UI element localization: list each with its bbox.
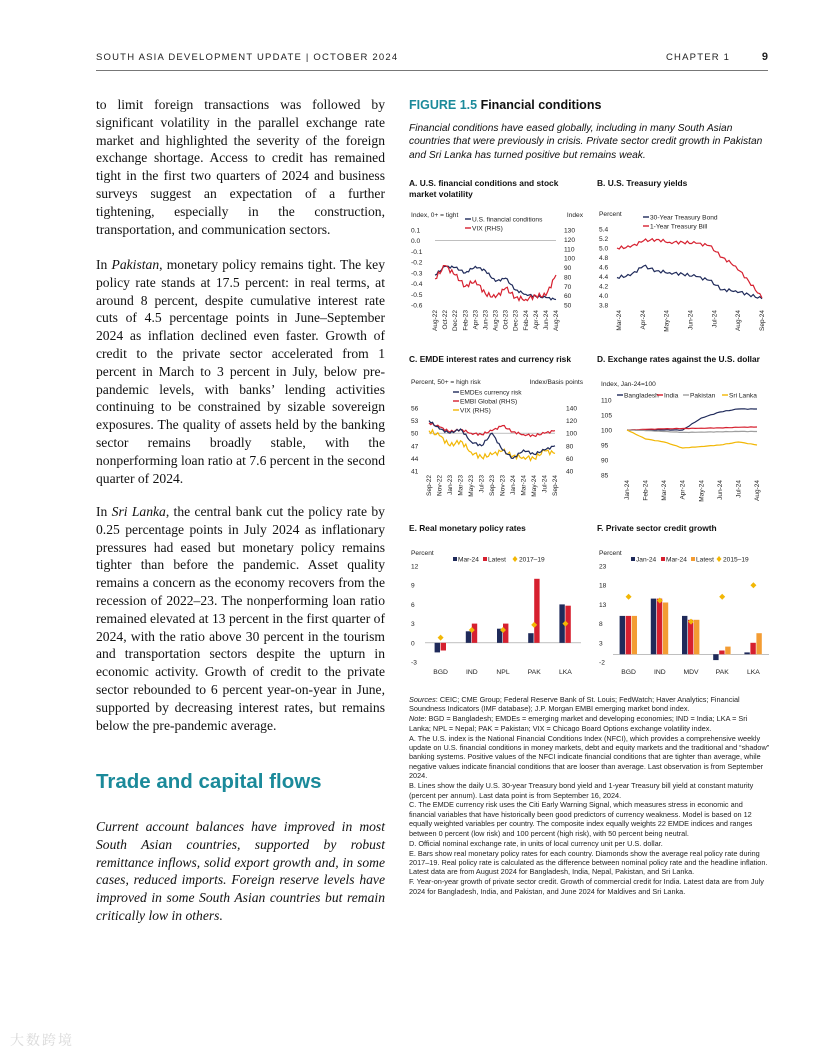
x-tick-label: Mar-24	[520, 475, 528, 496]
y-tick-label: 90	[601, 457, 609, 465]
x-tick-label: Jan-24	[510, 475, 517, 495]
chart-f-private-credit	[597, 545, 772, 680]
legend-mar-24-label: Mar-24	[666, 556, 687, 564]
legend-sri-lanka-label: Sri Lanka	[729, 392, 757, 400]
y-tick-label: 0	[411, 640, 415, 648]
legend-emde-risk-label: EMDEs currency risk	[460, 389, 522, 397]
x-tick-label: Apr-23	[472, 310, 480, 330]
y-tick-label: 3	[599, 640, 603, 648]
legend-mar-24-swatch	[453, 557, 457, 561]
x-tick-label: NPL	[496, 669, 510, 676]
figure-title	[409, 98, 601, 112]
y-tick-label: 140	[566, 405, 578, 413]
y-tick-label: 44	[411, 455, 419, 463]
note-d: D. Official nominal exchange rate, in units of local currency unit per U.S. dollar.	[409, 838, 663, 848]
y-tick-label: -0.3	[411, 270, 423, 278]
series-emde-risk	[429, 421, 555, 459]
legend-pakistan-label: Pakistan	[690, 392, 716, 400]
panel-c-title: C. EMDE interest rates and currency risk	[409, 354, 571, 364]
x-tick-label: Feb-24	[642, 480, 650, 501]
x-tick-label: Jun-24	[716, 480, 724, 500]
bar-ind-latest	[663, 603, 668, 655]
bar-lka-latest	[756, 633, 761, 654]
y-tick-label: 53	[411, 418, 419, 426]
series-india	[627, 427, 757, 430]
y-tick-label: 100	[564, 255, 576, 263]
bar-mdv-latest	[694, 620, 699, 655]
x-tick-label: Sep-24	[552, 475, 559, 496]
x-tick-label: Dec-22	[452, 310, 460, 331]
x-tick-label: Sep-24	[759, 310, 766, 331]
y-tick-label: 100	[566, 430, 578, 438]
series-embi	[429, 423, 555, 436]
paragraph-pakistan: In Pakistan, monetary policy remains tight. The key policy rate stands at 17.5 percent: in real terms, at around 8 percent, despite cumulative interest rate cuts of 4.5 percentage points in June–September 2024 as inflation declined even faster. Growth of credit to the private sector accelerated from 1 percent in March to 3 percent in July, below pre-pandemic levels, with banks’ lending activities continuing to be constrained by sizable sovereign exposures. The quality of assets held by the banking sector remains broadly stable, with the nonperforming loan ratio at 7.6 percent in the second quarter of 2024.	[96, 257, 385, 486]
panel-f-title: F. Private sector credit growth	[597, 523, 717, 533]
legend-vix-label: VIX (RHS)	[460, 407, 491, 415]
marker-lka	[750, 582, 756, 588]
page-number: 9	[761, 51, 768, 63]
y-tick-label: 110	[601, 397, 612, 405]
y-tick-label: 80	[564, 274, 572, 282]
legend-1y-label: 1-Year Treasury Bill	[650, 223, 708, 231]
y-tick-label: 3	[411, 621, 415, 629]
chart-e-real-policy-rates	[409, 545, 584, 680]
y-tick-label: 8	[599, 621, 603, 629]
x-tick-label: Jul-24	[711, 310, 719, 328]
y-tick-label: 120	[564, 236, 576, 244]
x-tick-label: Apr-24	[532, 310, 540, 330]
legend-vix-label: VIX (RHS)	[472, 225, 503, 233]
bar-pak-latest	[534, 579, 539, 643]
paragraph-sri-lanka: In Sri Lanka, the central bank cut the policy rate by 0.25 percentage points in July 2024 as inflationary pressures had eased but monetary policy remains tighter than before the pandemic. Asset quality remains a concern as the economy recovers from the recession of 2022–23. The nonperforming loan ratio remained elevated at 13 percent in the first quarter of 2024, with the ratio above 30 percent in the tourism and transportation sectors despite the upturn in economic activity. Growth of credit to the private sector rebounded to 6 percent year-on-year in June, supported by decreasing interest rates, but remains below the pre-pandemic average.	[96, 504, 385, 733]
x-tick-label: Aug-24	[735, 310, 743, 331]
y-tick-label: 80	[566, 443, 574, 451]
bar-ind-mar-24	[466, 631, 471, 643]
y-tick-label: 0.0	[411, 238, 421, 246]
series-us-fci	[435, 266, 556, 300]
section-heading: Trade and capital flows	[96, 770, 322, 793]
y-axis-label: Index, Jan-24=100	[601, 381, 656, 388]
country-pakistan: Pakistan	[111, 257, 160, 272]
legend-marker-swatch	[513, 556, 518, 562]
x-tick-label: Sep-22	[426, 475, 433, 496]
y-tick-label: -2	[599, 659, 605, 667]
legend-latest-swatch	[691, 557, 695, 561]
y-axis-label: Percent	[599, 211, 622, 218]
legend-marker-label: 2015–19	[723, 556, 749, 564]
note-c: C. The EMDE currency risk uses the Citi Early Warning Signal, which measures stress in economic and financial variables that have historically been good predictors of currency weakness. Model is based on 12 equally weighted variables per country. The composite index equally weights 22 EMDE indices and ranges between 0 percent (low risk) and 100 percent (high risk), with 50 percent being neutral.	[409, 800, 753, 838]
y-tick-label: 120	[566, 418, 578, 426]
x-tick-label: May-24	[663, 310, 671, 332]
x-tick-label: Apr-24	[639, 310, 647, 330]
y-tick-label: 105	[601, 412, 613, 420]
x-tick-label: Aug-24	[553, 310, 560, 331]
x-tick-label: Aug-23	[492, 310, 500, 331]
legend-latest-label: Latest	[488, 556, 506, 564]
figure-notes	[409, 695, 771, 897]
legend-india-label: India	[664, 392, 679, 400]
y-tick-label: 5.0	[599, 245, 609, 253]
y-tick-label: 90	[564, 265, 572, 272]
bar-pak-mar-24	[528, 633, 533, 643]
x-tick-label: BGD	[433, 669, 448, 676]
x-tick-label: Jun-24	[687, 310, 695, 330]
marker-bgd	[626, 594, 632, 600]
country-sri-lanka: Sri Lanka	[111, 504, 166, 519]
y-axis-label-right: Index	[566, 212, 583, 219]
bar-bgd-mar-24	[435, 643, 440, 653]
bar-ind-latest	[472, 624, 477, 643]
bar-lka-jan-24	[744, 652, 749, 654]
series-vix	[429, 430, 555, 461]
x-tick-label: Jul-24	[541, 475, 549, 493]
x-tick-label: LKA	[558, 669, 572, 676]
y-tick-label: -0.2	[411, 259, 423, 267]
series-30y	[617, 265, 762, 299]
x-tick-label: Jan-23	[447, 475, 454, 495]
y-tick-label: -0.5	[411, 291, 423, 299]
x-tick-label: May-24	[698, 480, 706, 502]
bar-bgd-mar-24	[626, 616, 631, 654]
x-tick-label: Feb-24	[522, 310, 530, 331]
legend-bangladesh-label: Bangladesh	[624, 392, 659, 400]
y-tick-label: -0.1	[411, 248, 423, 256]
note-abbreviations: Note: BGD = Bangladesh; EMDEs = emerging market and developing economies; IND = India; LKA = Sri Lanka; NPL = Nepal; PAK = Pakistan; VIX = Chicago Board Options exchange volatility index.	[409, 714, 748, 733]
y-tick-label: -0.6	[411, 302, 423, 310]
panel-d-title: D. Exchange rates against the U.S. dollar	[597, 354, 760, 364]
bar-pak-jan-24	[713, 654, 718, 660]
bar-pak-mar-24	[719, 651, 724, 655]
note-b: B. Lines show the daily U.S. 30-year Treasury bond yield and 1-year Treasury bill yield at constant maturity (percent per annum). Last data point is from September 16, 2024.	[409, 781, 754, 800]
x-tick-label: Dec-23	[512, 310, 520, 331]
x-tick-label: PAK	[527, 669, 541, 676]
y-tick-label: 85	[601, 472, 609, 480]
y-axis-label: Percent	[411, 550, 434, 557]
y-tick-label: 56	[411, 405, 419, 413]
y-tick-label: 60	[566, 455, 574, 463]
panel-e-title: E. Real monetary policy rates	[409, 523, 526, 533]
bar-ind-mar-24	[657, 599, 662, 655]
y-tick-label: 4.8	[599, 255, 609, 262]
x-tick-label: Nov-23	[499, 475, 507, 496]
chart-a-financial-conditions	[409, 200, 584, 348]
x-tick-label: Feb-23	[462, 310, 470, 331]
y-tick-label: 4.2	[599, 283, 609, 291]
panel-a-title: A. U.S. financial conditions and stock market volatility	[409, 178, 559, 199]
x-tick-label: Mar-24	[616, 310, 623, 331]
y-tick-label: 50	[411, 430, 419, 438]
y-tick-label: 12	[411, 563, 419, 571]
chapter-label: CHAPTER 1	[666, 52, 731, 63]
x-tick-label: MDV	[683, 669, 699, 676]
bar-bgd-latest	[441, 643, 446, 651]
y-tick-label: 4.6	[599, 264, 609, 272]
x-tick-label: LKA	[746, 669, 760, 676]
x-tick-label: May-24	[531, 475, 538, 497]
legend-jan-24-swatch	[631, 557, 635, 561]
legend-embi-label: EMBI Global (RHS)	[460, 398, 518, 406]
x-tick-label: Aug-22	[432, 310, 439, 331]
chart-d-exchange-rates	[597, 377, 772, 517]
y-tick-label: 3.8	[599, 302, 609, 310]
y-tick-label: 23	[599, 563, 607, 571]
y-tick-label: 18	[599, 582, 607, 590]
legend-jan-24-label: Jan-24	[636, 556, 657, 564]
x-tick-label: Jun-24	[542, 310, 550, 330]
x-tick-label: Jan-24	[624, 480, 631, 500]
x-tick-label: IND	[653, 669, 666, 676]
bar-bgd-latest	[632, 616, 637, 654]
y-tick-label: 110	[564, 246, 575, 254]
bar-ind-jan-24	[651, 599, 656, 655]
legend-latest-swatch	[483, 557, 487, 561]
y-tick-label: 95	[601, 442, 609, 450]
y-tick-label: 0.1	[411, 227, 421, 235]
marker-bgd	[438, 635, 444, 641]
y-tick-label: 40	[566, 468, 574, 476]
y-axis-label-right: Index/Basis points	[529, 379, 583, 386]
series-vix	[435, 266, 556, 301]
legend-mar-24-label: Mar-24	[458, 556, 479, 564]
note-a: A. The U.S. index is the National Financial Conditions Index (NFCI), which provides a comprehensive weekly update on U.S. financial conditions in money markets, debt and equity markets and the traditional and “shadow” banking systems. Positive values of the NFCI indicate financial conditions that are tighter than average, while negative values indicate financial conditions that are looser than average. Last observation is from September 2024.	[409, 733, 770, 781]
paragraph-1: to limit foreign transactions was followed by significant volatility in the parallel exchange rate market and highlighted the severity of the foreign exchange shortage. Access to credit has remained tight in the first two quarters of 2024 and business surveys suggest an expectation of a further tightening, especially in the construction, transportation, and communication sectors.	[96, 97, 385, 237]
y-tick-label: 13	[599, 601, 607, 609]
y-tick-label: 100	[601, 427, 613, 435]
legend-us-fci-label: U.S. financial conditions	[472, 216, 543, 224]
y-tick-label: 50	[564, 302, 572, 310]
legend-latest-label: Latest	[696, 556, 714, 564]
note-f: F. Year-on-year growth of private sector credit. Growth of commercial credit for India. Latest data are from July 2024 for Bangladesh, India, and Pakistan, and June 2024 for Maldives and Sri Lanka.	[409, 877, 764, 896]
x-tick-label: Sep-23	[489, 475, 496, 496]
running-title: SOUTH ASIA DEVELOPMENT UPDATE | OCTOBER 2024	[96, 52, 399, 63]
x-tick-label: Oct-23	[502, 310, 510, 330]
x-tick-label: Mar-23	[457, 475, 465, 496]
y-tick-label: 9	[411, 582, 415, 590]
y-tick-label: 47	[411, 443, 419, 451]
x-tick-label: IND	[465, 669, 478, 676]
y-tick-label: 41	[411, 468, 419, 476]
y-tick-label: 6	[411, 601, 415, 609]
x-tick-label: BGD	[621, 669, 636, 676]
series-pakistan	[627, 430, 757, 433]
marker-pak	[719, 594, 725, 600]
y-axis-label-left: Percent, 50+ = high risk	[411, 379, 481, 386]
panel-b-title: B. U.S. Treasury yields	[597, 178, 688, 188]
y-tick-label: 5.2	[599, 236, 609, 243]
x-tick-label: Jul-23	[478, 475, 486, 493]
y-tick-label: -3	[411, 659, 417, 667]
header-rule	[96, 70, 768, 71]
y-axis-label-left: Index, 0+ = tight	[411, 212, 459, 219]
legend-mar-24-swatch	[661, 557, 665, 561]
y-tick-label: 4.0	[599, 293, 609, 300]
figure-label: FIGURE 1.5	[409, 98, 478, 112]
legend-30y-label: 30-Year Treasury Bond	[650, 214, 718, 222]
bar-pak-latest	[725, 647, 730, 655]
y-tick-label: 5.4	[599, 226, 609, 234]
x-tick-label: Aug-24	[754, 480, 761, 501]
x-tick-label: Mar-24	[661, 480, 669, 501]
x-tick-label: Nov-22	[436, 475, 444, 496]
y-tick-label: 4.4	[599, 274, 609, 281]
watermark-logo: 大数跨境	[10, 1032, 74, 1048]
bar-mdv-mar-24	[688, 620, 693, 655]
bar-npl-latest	[503, 624, 508, 643]
y-tick-label: 130	[564, 227, 576, 235]
bar-bgd-jan-24	[620, 616, 625, 654]
note-sources: Sources: CEIC; CME Group; Federal Reserve Bank of St. Louis; FedWatch; Haver Analytics; Financial Soundness Indicators (IMF database); J.P. Morgan EMBI emerging market bond index.	[409, 695, 740, 714]
section-summary: Current account balances have improved in most South Asian countries, supported by robust remittance inflows, solid export growth and, in some cases, reduced imports. Foreign reserve levels have improved in some South Asian countries but remain critically low in others.	[96, 819, 385, 923]
y-tick-label: 60	[564, 293, 572, 301]
y-tick-label: 70	[564, 283, 572, 291]
chart-b-treasury-yields	[597, 200, 772, 348]
x-tick-label: Oct-22	[442, 310, 450, 330]
y-axis-label: Percent	[599, 550, 622, 557]
figure-name: Financial conditions	[480, 98, 602, 112]
legend-marker-swatch	[717, 556, 722, 562]
x-tick-label: May-23	[468, 475, 475, 497]
bar-lka-mar-24	[750, 643, 755, 655]
note-e: E. Bars show real monetary policy rates for each country. Diamonds show the average real policy rate during 2017–19. Real policy rate is calculated as the difference between nominal policy rate and the headline inflation. Latest data are from August 2024 for Bangladesh, India, Nepal, Pakistan, and Sri Lanka.	[409, 848, 768, 877]
legend-marker-label: 2017–19	[519, 556, 545, 564]
x-tick-label: Apr-24	[679, 480, 687, 500]
x-tick-label: Jul-24	[735, 480, 743, 498]
bar-mdv-jan-24	[682, 616, 687, 654]
chart-c-emde-risk	[409, 377, 584, 517]
x-tick-label: PAK	[715, 669, 729, 676]
y-tick-label: -0.4	[411, 281, 423, 289]
figure-subtitle: Financial conditions have eased globally, including in many South Asian countries that were previously in crisis. Private sector credit growth in Pakistan and Sri Lanka has turned positive but remains weak.	[409, 123, 763, 161]
x-tick-label: Jun-23	[482, 310, 490, 330]
